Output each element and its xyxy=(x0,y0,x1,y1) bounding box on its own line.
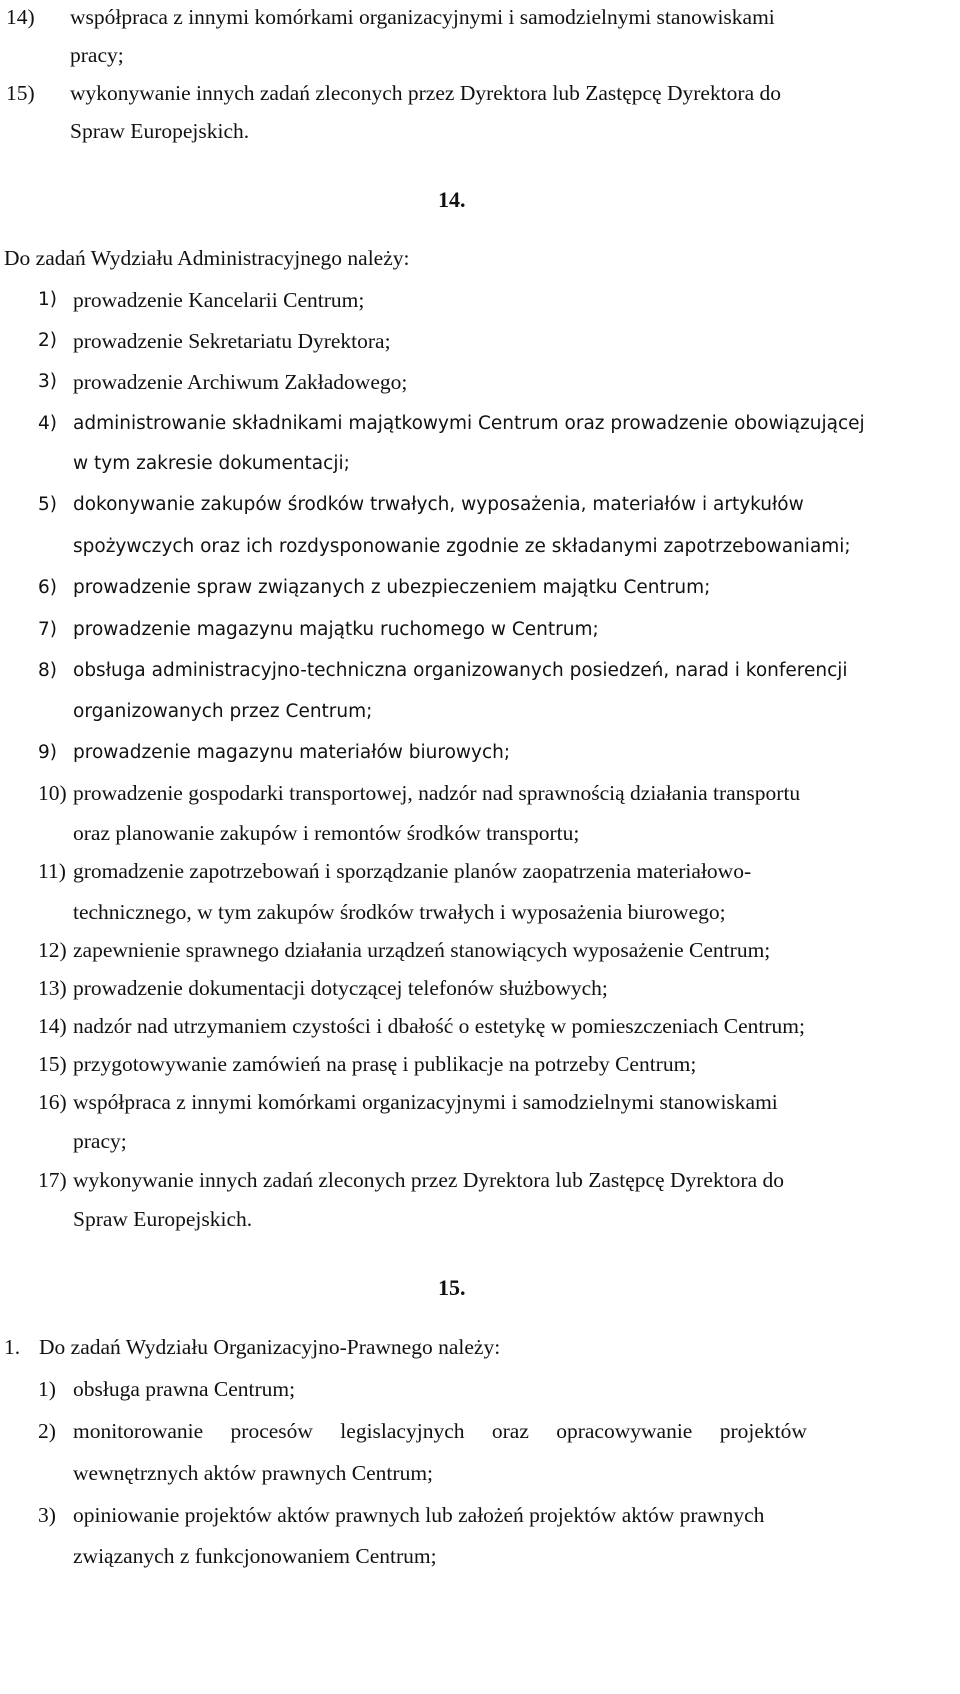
paragraph-number: 1. xyxy=(4,1335,21,1359)
list-item-text: nadzór nad utrzymaniem czystości i dbałość o estetykę w pomieszczeniach Centrum; xyxy=(73,1014,805,1038)
justified-line: współpraca z innymi komórkami organizacyjnymi i samodzielnymi stanowiskami xyxy=(70,5,775,29)
list-item-text: obsługa administracyjno-techniczna organizowanych posiedzeń, narad i konferencji xyxy=(73,660,848,681)
list-item-number: 3) xyxy=(38,1503,56,1527)
list-item-continuation: w tym zakresie dokumentacji; xyxy=(73,453,350,474)
list-item-text: współpraca z innymi komórkami organizacyjnymi i samodzielnymi stanowiskami xyxy=(73,1090,778,1114)
list-item-text: prowadzenie spraw związanych z ubezpieczeniem majątku Centrum; xyxy=(73,577,711,598)
section-intro: Do zadań Wydziału Administracyjnego należy: xyxy=(4,246,410,270)
list-item-number: 15) xyxy=(38,1052,67,1076)
list-item-number: 12) xyxy=(38,938,67,962)
list-item-number: 16) xyxy=(38,1090,67,1114)
list-item-continuation: oraz planowanie zakupów i remontów środków transportu; xyxy=(73,821,580,845)
list-item-text: obsługa prawna Centrum; xyxy=(73,1377,296,1401)
section-heading: 14. xyxy=(438,187,466,212)
list-item-text: administrowanie składnikami majątkowymi Centrum oraz prowadzenie obowiązującej xyxy=(73,413,865,434)
list-item-continuation: spożywczych oraz ich rozdysponowanie zgodnie ze składanymi zapotrzebowaniami; xyxy=(73,536,851,557)
list-item-text: wykonywanie innych zadań zleconych przez Dyrektora lub Zastępcę Dyrektora do xyxy=(70,81,781,105)
section-intro: Do zadań Wydziału Organizacyjno-Prawnego należy: xyxy=(39,1335,501,1359)
list-item-text: gromadzenie zapotrzebowań i sporządzanie planów zaopatrzenia materiałowo- xyxy=(73,859,752,883)
list-item-text: prowadzenie Kancelarii Centrum; xyxy=(73,288,365,312)
list-item-continuation: technicznego, w tym zakupów środków trwałych i wyposażenia biurowego; xyxy=(73,900,726,924)
list-item-number: 7) xyxy=(38,619,57,640)
list-item-number: 14) xyxy=(6,5,35,29)
list-item-text: prowadzenie Archiwum Zakładowego; xyxy=(73,370,408,394)
list-item-text: prowadzenie gospodarki transportowej, nadzór nad sprawnością działania transportu xyxy=(73,781,801,805)
list-item-number: 13) xyxy=(38,976,67,1000)
list-item-number: 10) xyxy=(38,781,67,805)
list-item-number: 11) xyxy=(38,859,66,883)
list-item-text: zapewnienie sprawnego działania urządzeń stanowiących wyposażenie Centrum; xyxy=(73,938,771,962)
list-item-text: prowadzenie magazynu materiałów biurowych; xyxy=(73,742,511,763)
list-item-text xyxy=(70,4,885,30)
list-item-continuation: związanych z funkcjonowaniem Centrum; xyxy=(73,1544,437,1568)
section-heading: 15. xyxy=(438,1275,466,1300)
list-item-text: monitorowanie procesów legislacyjnych oraz opracowywanie projektów xyxy=(73,1419,807,1443)
list-item-text: przygotowywanie zamówień na prasę i publikacje na potrzeby Centrum; xyxy=(73,1052,697,1076)
list-item-number: 6) xyxy=(38,577,57,598)
list-item-continuation: organizowanych przez Centrum; xyxy=(73,701,373,722)
list-item-text: opiniowanie projektów aktów prawnych lub założeń projektów aktów prawnych xyxy=(73,1503,765,1527)
list-item-number: 2) xyxy=(38,1419,56,1443)
list-item-continuation: pracy; xyxy=(73,1129,127,1153)
list-item-number: 1) xyxy=(38,1377,56,1401)
list-item-number: 14) xyxy=(38,1014,67,1038)
list-item-number: 8) xyxy=(38,660,57,681)
list-item-text: prowadzenie Sekretariatu Dyrektora; xyxy=(73,329,391,353)
list-item-text: prowadzenie dokumentacji dotyczącej telefonów służbowych; xyxy=(73,976,608,1000)
list-item-continuation: wewnętrznych aktów prawnych Centrum; xyxy=(73,1461,434,1485)
list-item-number: 2) xyxy=(38,330,57,351)
list-item-number: 15) xyxy=(6,81,35,105)
list-item-text: wykonywanie innych zadań zleconych przez Dyrektora lub Zastępcę Dyrektora do xyxy=(73,1168,784,1192)
list-item-continuation: Spraw Europejskich. xyxy=(70,119,250,143)
list-item-text: dokonywanie zakupów środków trwałych, wyposażenia, materiałów i artykułów xyxy=(73,494,804,515)
list-item-number: 3) xyxy=(38,371,57,392)
list-item-number: 9) xyxy=(38,742,57,763)
list-item-number: 17) xyxy=(38,1168,67,1192)
list-item-number: 4) xyxy=(38,413,57,434)
list-item-text: prowadzenie magazynu majątku ruchomego w Centrum; xyxy=(73,619,599,640)
list-item-number: 5) xyxy=(38,494,57,515)
list-item-number: 1) xyxy=(38,289,57,310)
list-item-continuation: Spraw Europejskich. xyxy=(73,1207,253,1231)
list-item-continuation: pracy; xyxy=(70,43,124,67)
